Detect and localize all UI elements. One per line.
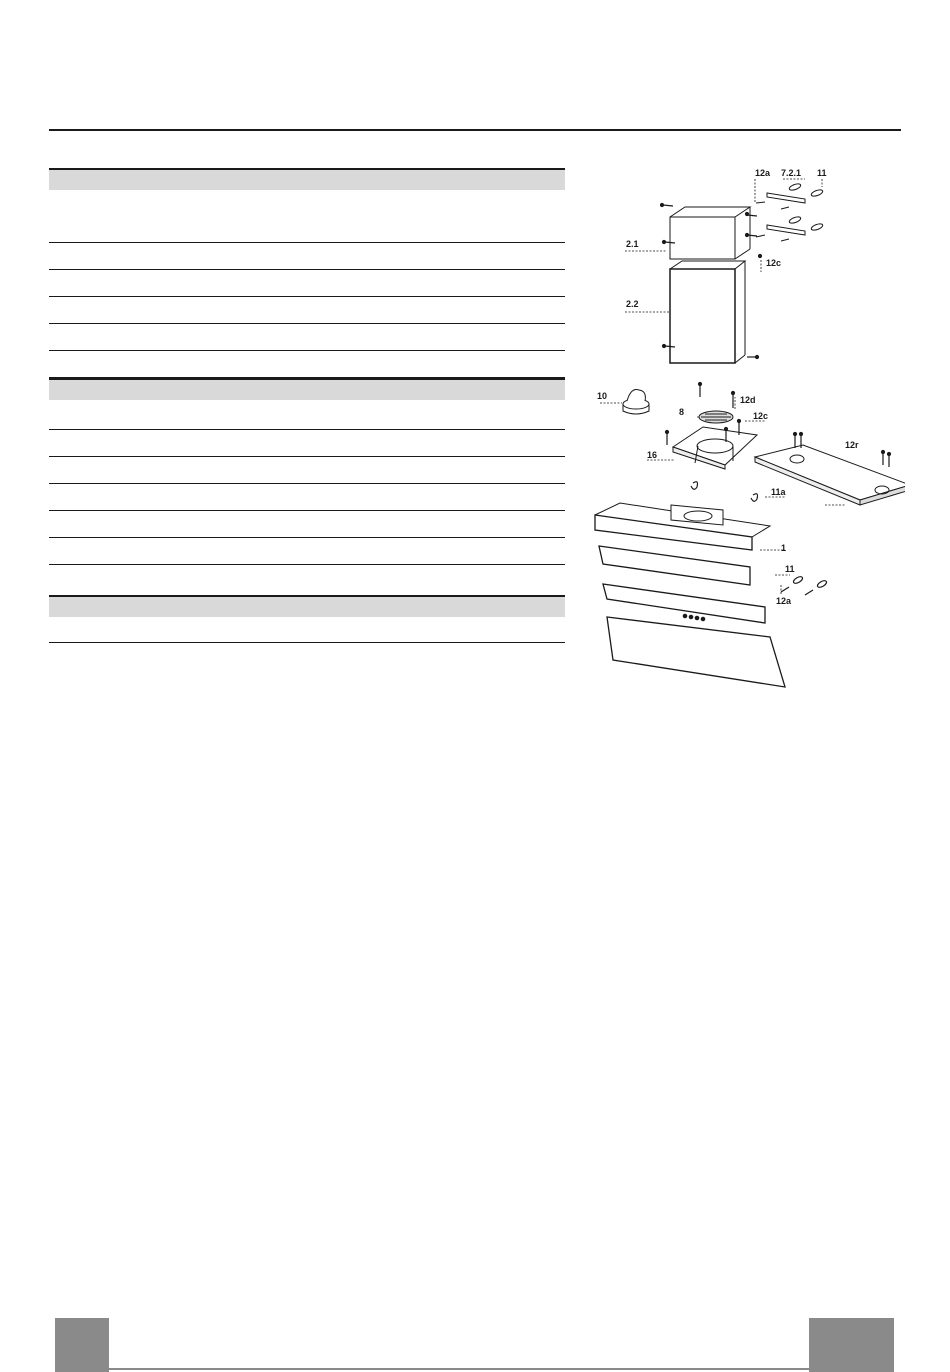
label-2-1: 2.1 — [626, 239, 639, 249]
label-12c: 12c — [766, 258, 782, 268]
components-table — [49, 168, 565, 643]
table-row — [49, 565, 565, 595]
lower-chimney — [670, 261, 745, 363]
footer-rule — [109, 1368, 809, 1370]
round-grille — [699, 411, 733, 423]
table-row — [49, 324, 565, 351]
exploded-assembly-diagram — [585, 165, 905, 695]
label-11: 11 — [817, 168, 827, 178]
label-12d: 12d — [740, 395, 756, 405]
footer-page-tab-left — [55, 1318, 109, 1372]
outlet-flange — [673, 427, 757, 469]
hood-body — [595, 503, 785, 687]
header-rule — [49, 129, 901, 131]
table-row — [49, 538, 565, 565]
label-2-2: 2.2 — [626, 299, 639, 309]
label-1: 1 — [781, 543, 787, 553]
footer-page-tab-right — [809, 1318, 894, 1372]
table-row — [49, 484, 565, 511]
section-header-3 — [49, 595, 565, 617]
table-row — [49, 270, 565, 297]
upper-chimney — [670, 207, 750, 259]
label-11-bottom: 11 — [785, 564, 795, 574]
label-7-2-1: 7.2.1 — [781, 168, 802, 178]
label-8: 8 — [679, 407, 685, 417]
section-header-2 — [49, 378, 565, 400]
section-header-1 — [49, 168, 565, 190]
table-row — [49, 400, 565, 430]
label-12c-mid: 12c — [753, 411, 769, 421]
table-row — [49, 457, 565, 484]
wall-brackets — [756, 183, 823, 241]
table-row — [49, 243, 565, 270]
label-12r: 12r — [845, 440, 859, 450]
table-row — [49, 511, 565, 538]
carbon-filter — [623, 389, 649, 414]
table-row — [49, 351, 565, 378]
label-11a: 11a — [771, 487, 786, 497]
label-12a: 12a — [755, 168, 771, 178]
table-row — [49, 190, 565, 243]
table-row — [49, 430, 565, 457]
table-row — [49, 297, 565, 324]
label-12a-bottom: 12a — [776, 596, 792, 606]
label-16: 16 — [647, 450, 658, 460]
label-10: 10 — [597, 391, 608, 401]
table-row — [49, 617, 565, 643]
